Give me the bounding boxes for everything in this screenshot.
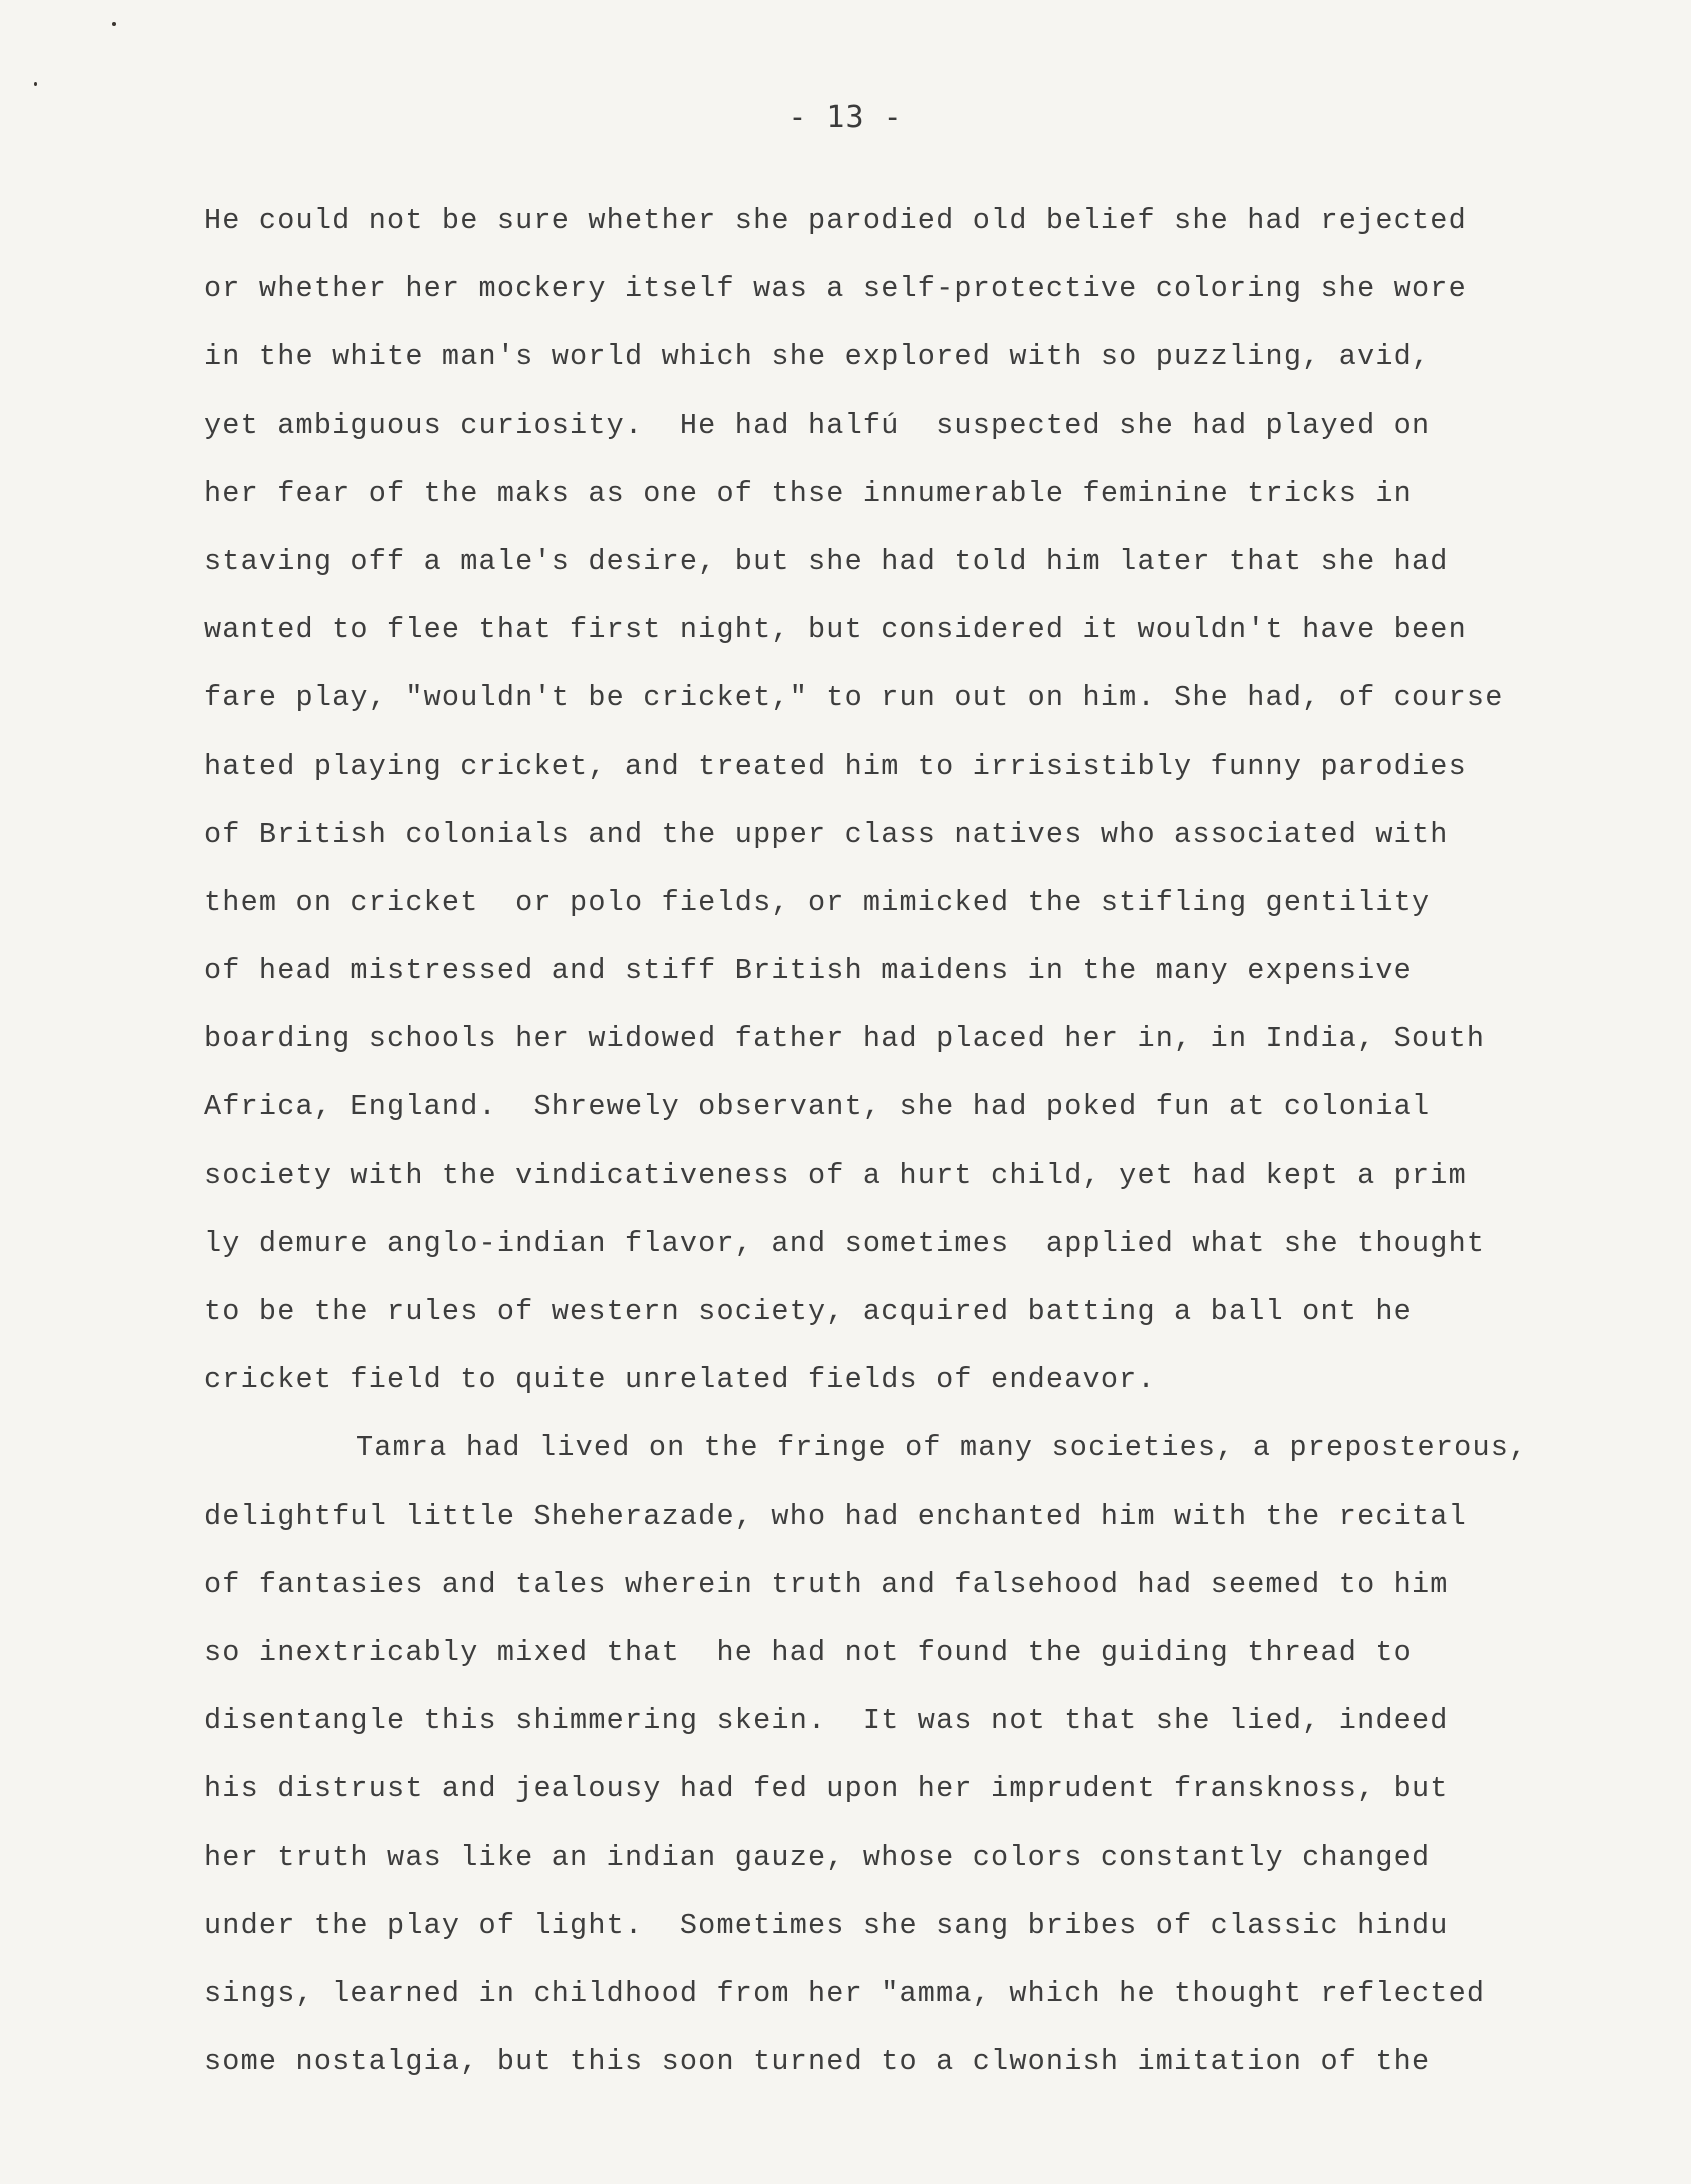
text-line: his distrust and jealousy had fed upon her imprudent fransknoss, but <box>204 1772 1449 1806</box>
text-line: in the white man's world which she explored with so puzzling, avid, <box>204 340 1431 374</box>
text-line: society with the vindicativeness of a hurt child, yet had kept a prim <box>204 1158 1467 1192</box>
paper-speck <box>112 22 116 26</box>
text-line: under the play of light. Sometimes she sang bribes of classic hindu <box>204 1908 1449 1942</box>
text-line: boarding schools her widowed father had placed her in, in India, South <box>204 1022 1486 1056</box>
text-line: of head mistressed and stiff British maidens in the many expensive <box>204 954 1412 988</box>
text-line: disentangle this shimmering skein. It was not that she lied, indeed <box>204 1704 1449 1738</box>
text-line: to be the rules of western society, acquired batting a ball ont he <box>204 1295 1412 1328</box>
text-line: yet ambiguous curiosity. He had halfú suspected she had played on <box>204 408 1431 442</box>
text-line: cricket field to quite unrelated fields of endeavor. <box>204 1363 1156 1397</box>
text-line: her truth was like an indian gauze, whose colors constantly changed <box>204 1840 1431 1874</box>
text-line: staving off a male's desire, but she had told him later that she had <box>204 544 1449 578</box>
text-line: them on cricket or polo fields, or mimicked the stifling gentility <box>204 885 1431 919</box>
text-line: delightful little Sheherazade, who had enchanted him with the recital <box>204 1499 1467 1533</box>
text-line: fare play, "wouldn't be cricket," to run out on him. She had, of course <box>204 681 1504 715</box>
text-line: or whether her mockery itself was a self-protective coloring she wore <box>204 272 1467 306</box>
text-line: He could not be sure whether she parodied old belief she had rejected <box>204 204 1467 237</box>
body-text <box>204 198 1644 2107</box>
text-line: some nostalgia, but this soon turned to a clwonish imitation of the <box>204 2045 1431 2079</box>
text-line: Tamra had lived on the fringe of many societies, a preposterous, <box>356 1431 1528 1465</box>
text-line: so inextricably mixed that he had not found the guiding thread to <box>204 1635 1412 1669</box>
paper-speck <box>34 82 37 86</box>
text-line: Africa, England. Shrewely observant, she had poked fun at colonial <box>204 1090 1431 1124</box>
text-line: ly demure anglo-indian flavor, and sometimes applied what she thought <box>204 1226 1486 1260</box>
text-line: wanted to flee that first night, but considered it wouldn't have been <box>204 613 1467 647</box>
text-line: hated playing cricket, and treated him to irrisistibly funny parodies <box>204 749 1467 783</box>
page-number: - 13 - <box>788 100 903 135</box>
text-line: sings, learned in childhood from her "amma, which he thought reflected <box>204 1976 1486 2010</box>
text-line: her fear of the maks as one of thse innumerable feminine tricks in <box>204 476 1412 510</box>
text-line: of British colonials and the upper class natives who associated with <box>204 817 1449 851</box>
text-line: of fantasies and tales wherein truth and falsehood had seemed to him <box>204 1567 1449 1601</box>
